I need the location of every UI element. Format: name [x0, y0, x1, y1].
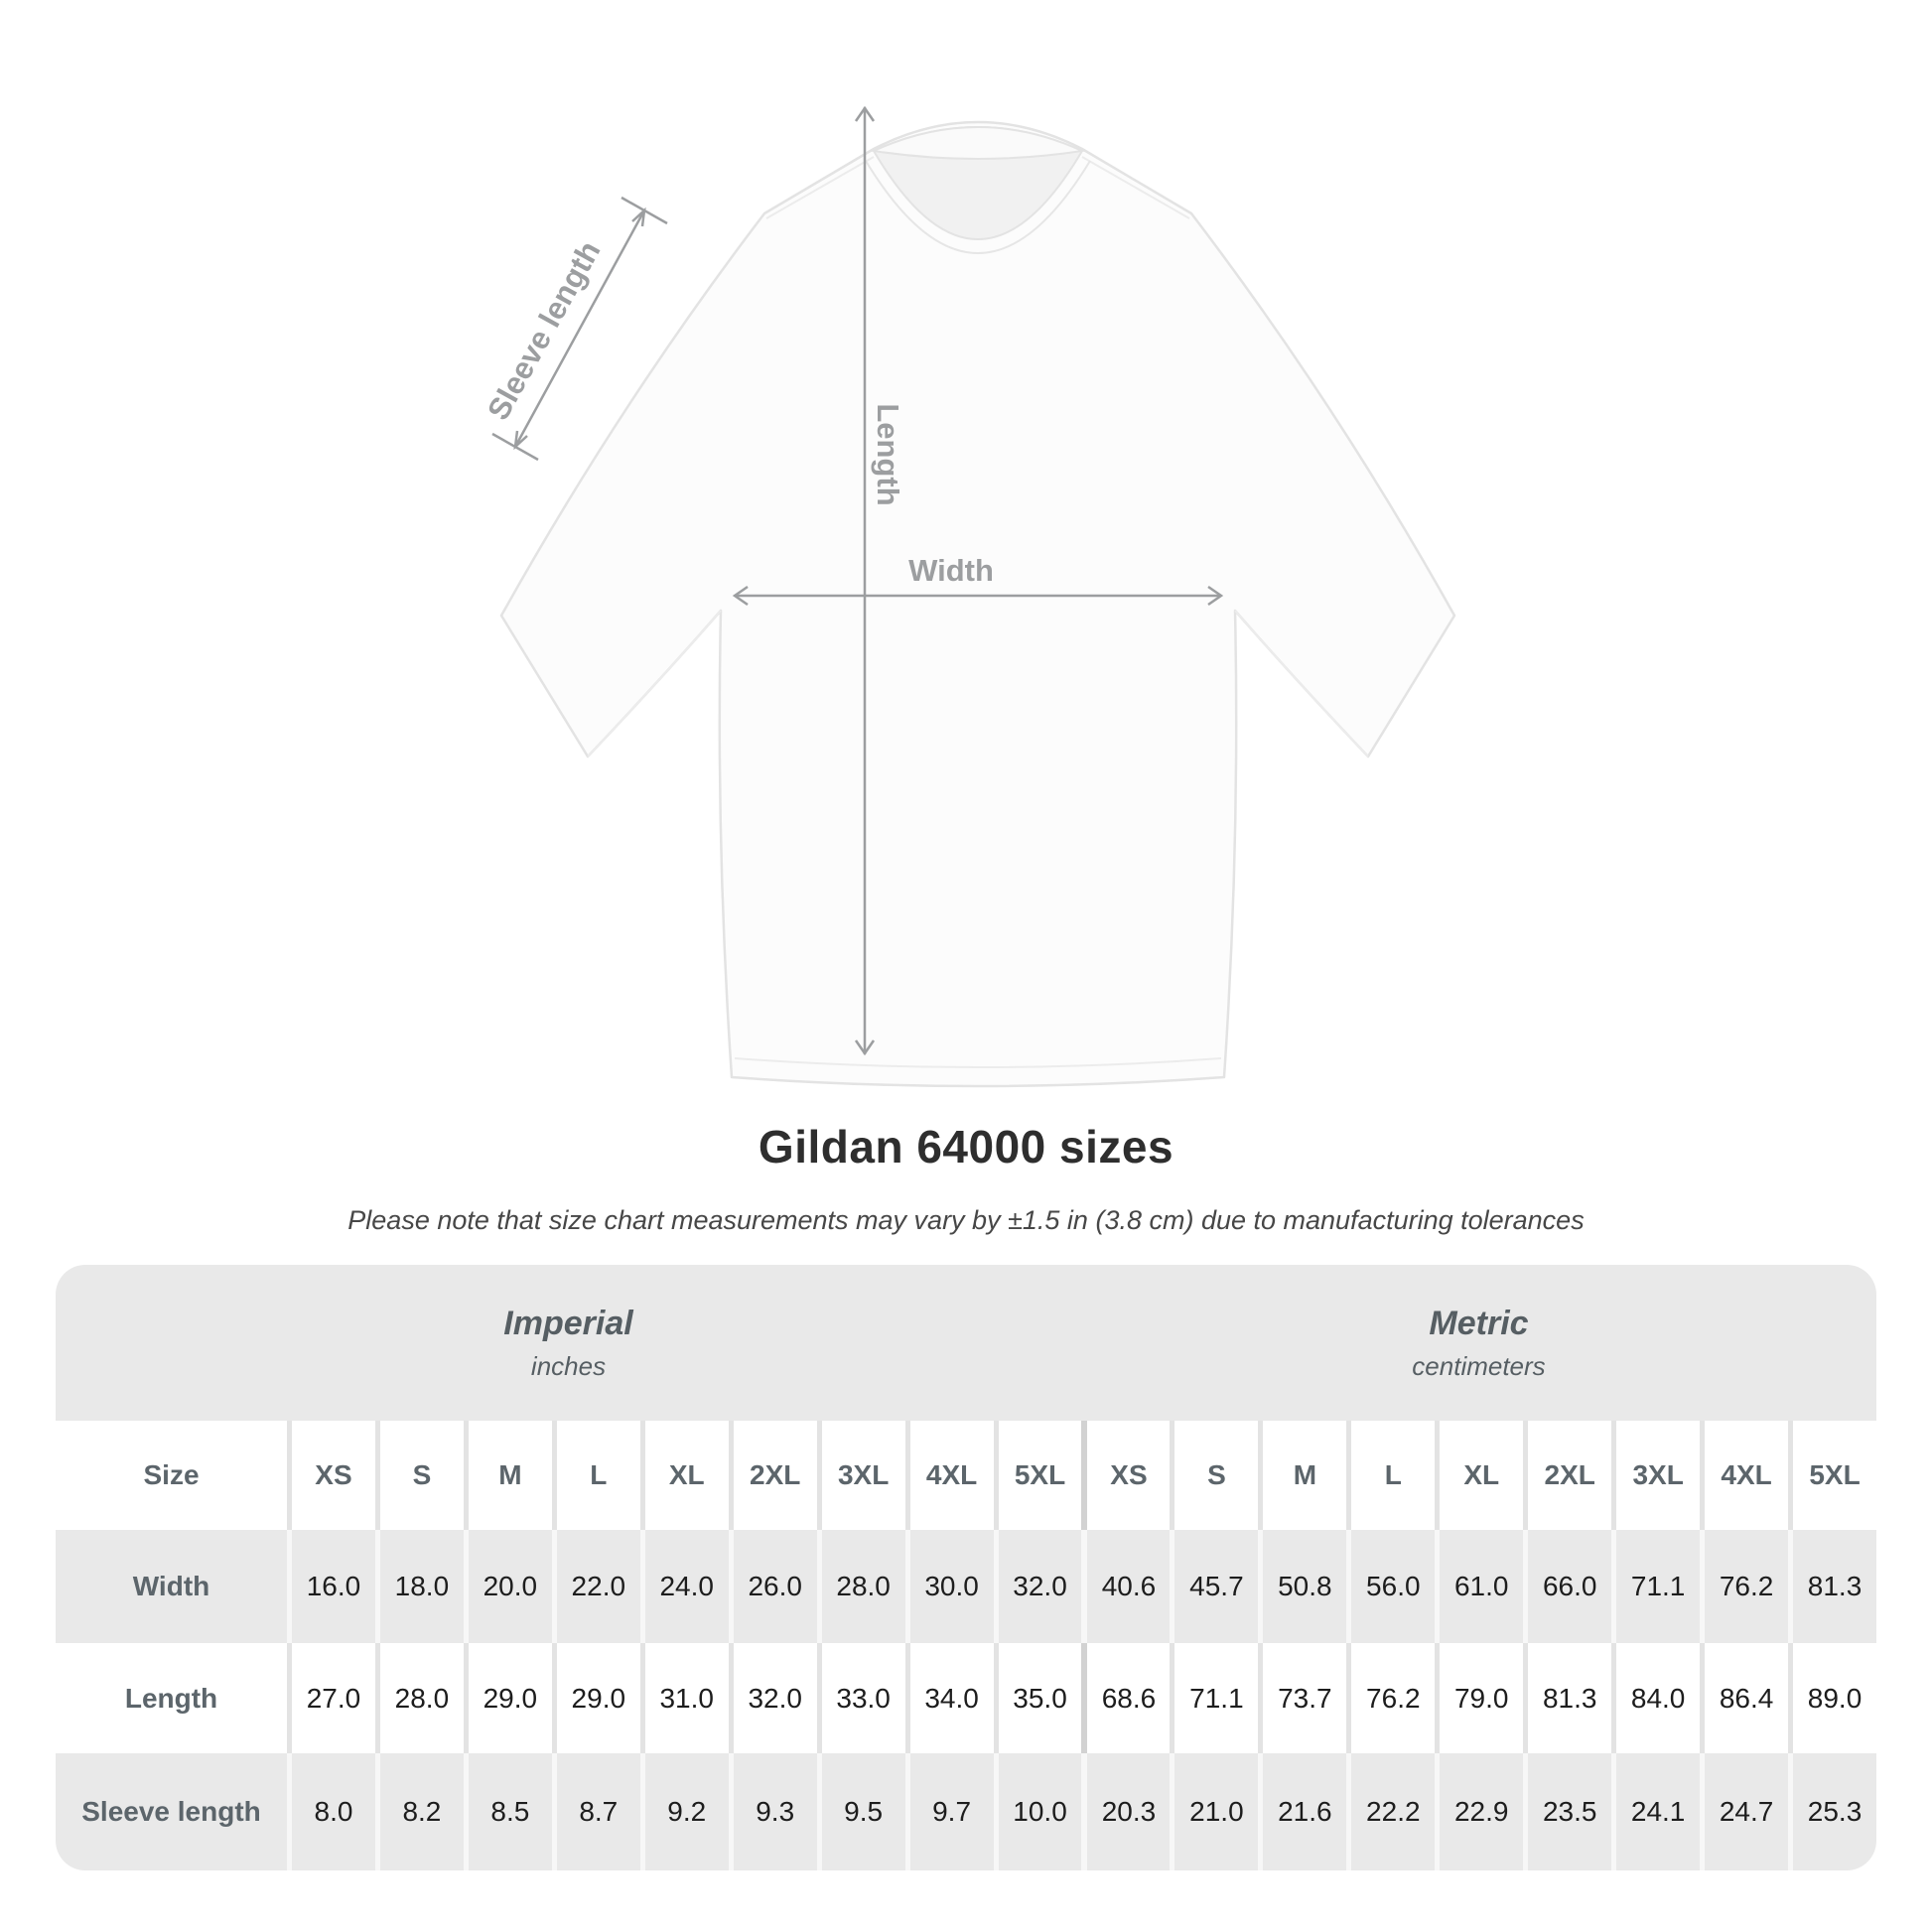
- section-metric-unit: centimeters: [1412, 1350, 1546, 1381]
- size-header-metric-m: M: [1258, 1421, 1346, 1530]
- value-cell: 40.6: [1081, 1530, 1170, 1643]
- value-cell: 84.0: [1611, 1643, 1700, 1753]
- size-header-metric-2xl: 2XL: [1523, 1421, 1611, 1530]
- row-label-length: Length: [124, 1682, 218, 1714]
- unit-sections-row: [56, 1265, 1876, 1421]
- length-label: Length: [871, 403, 905, 506]
- value-cell: 50.8: [1258, 1530, 1346, 1643]
- value-cell: 71.1: [1170, 1643, 1258, 1753]
- value-cell: 32.0: [729, 1643, 817, 1753]
- value-cell: 8.7: [552, 1753, 640, 1870]
- value-cell: 45.7: [1170, 1530, 1258, 1643]
- size-header-metric-4xl: 4XL: [1700, 1421, 1788, 1530]
- value-cell: 31.0: [640, 1643, 729, 1753]
- value-cell: 23.5: [1523, 1753, 1611, 1870]
- size-header-imperial-4xl: 4XL: [905, 1421, 994, 1530]
- value-cell: 32.0: [994, 1530, 1082, 1643]
- tolerance-note: Please note that size chart measurements may vary by ±1.5 in (3.8 cm) due to manufacturing tolerances: [347, 1205, 1585, 1235]
- row-label-sleeve-length: Sleeve length: [81, 1796, 261, 1827]
- size-col-header: Size: [143, 1459, 200, 1490]
- value-cell: 61.0: [1435, 1530, 1523, 1643]
- value-cell: 71.1: [1611, 1530, 1700, 1643]
- size-header-imperial-xl: XL: [640, 1421, 729, 1530]
- value-cell: 22.2: [1346, 1753, 1435, 1870]
- size-header-metric-s: S: [1170, 1421, 1258, 1530]
- value-cell: 76.2: [1346, 1643, 1435, 1753]
- value-cell: 56.0: [1346, 1530, 1435, 1643]
- value-cell: 22.9: [1435, 1753, 1523, 1870]
- value-cell: 24.1: [1611, 1753, 1700, 1870]
- size-header-metric-xs: XS: [1081, 1421, 1170, 1530]
- row-label-width: Width: [132, 1571, 210, 1601]
- size-header-imperial-xs: XS: [287, 1421, 375, 1530]
- value-cell: 8.2: [375, 1753, 464, 1870]
- size-header-metric-5xl: 5XL: [1788, 1421, 1876, 1530]
- value-cell: 24.0: [640, 1530, 729, 1643]
- section-metric-name: Metric: [1429, 1304, 1529, 1342]
- value-cell: 24.7: [1700, 1753, 1788, 1870]
- table-row-width: [56, 1530, 1876, 1643]
- value-cell: 29.0: [464, 1643, 552, 1753]
- value-cell: 9.3: [729, 1753, 817, 1870]
- collar-band: [874, 127, 1082, 159]
- value-cell: 26.0: [729, 1530, 817, 1643]
- value-cell: 21.0: [1170, 1753, 1258, 1870]
- width-label: Width: [908, 553, 994, 588]
- value-cell: 10.0: [994, 1753, 1082, 1870]
- value-cell: 22.0: [552, 1530, 640, 1643]
- value-cell: 81.3: [1523, 1643, 1611, 1753]
- size-header-imperial-3xl: 3XL: [817, 1421, 905, 1530]
- value-cell: 34.0: [905, 1643, 994, 1753]
- size-header-imperial-s: S: [375, 1421, 464, 1530]
- section-imperial: [56, 1265, 1081, 1421]
- sleeve-length-label: Sleeve length: [481, 235, 608, 426]
- value-cell: 20.0: [464, 1530, 552, 1643]
- value-cell: 81.3: [1788, 1530, 1876, 1643]
- value-cell: 8.0: [287, 1753, 375, 1870]
- size-header-row: [56, 1421, 1876, 1530]
- value-cell: 9.2: [640, 1753, 729, 1870]
- value-cell: 86.4: [1700, 1643, 1788, 1753]
- value-cell: 9.7: [905, 1753, 994, 1870]
- section-metric: [1081, 1265, 1876, 1421]
- value-cell: 27.0: [287, 1643, 375, 1753]
- table-row-sleeve-length: [56, 1753, 1876, 1870]
- size-header-imperial-5xl: 5XL: [994, 1421, 1082, 1530]
- table-row-length: [56, 1643, 1876, 1753]
- value-cell: 16.0: [287, 1530, 375, 1643]
- value-cell: 25.3: [1788, 1753, 1876, 1870]
- value-cell: 33.0: [817, 1643, 905, 1753]
- size-header-metric-l: L: [1346, 1421, 1435, 1530]
- value-cell: 79.0: [1435, 1643, 1523, 1753]
- size-header-imperial-m: M: [464, 1421, 552, 1530]
- section-imperial-name: Imperial: [503, 1304, 633, 1342]
- page-title: Gildan 64000 sizes: [758, 1121, 1174, 1173]
- size-table: [56, 1265, 1876, 1870]
- size-header-imperial-l: L: [552, 1421, 640, 1530]
- value-cell: 76.2: [1700, 1530, 1788, 1643]
- size-header-metric-xl: XL: [1435, 1421, 1523, 1530]
- value-cell: 21.6: [1258, 1753, 1346, 1870]
- value-cell: 68.6: [1081, 1643, 1170, 1753]
- value-cell: 18.0: [375, 1530, 464, 1643]
- value-cell: 89.0: [1788, 1643, 1876, 1753]
- value-cell: 73.7: [1258, 1643, 1346, 1753]
- size-header-imperial-2xl: 2XL: [729, 1421, 817, 1530]
- value-cell: 28.0: [817, 1530, 905, 1643]
- value-cell: 9.5: [817, 1753, 905, 1870]
- tshirt-outline: [501, 122, 1454, 1086]
- value-cell: 8.5: [464, 1753, 552, 1870]
- value-cell: 30.0: [905, 1530, 994, 1643]
- value-cell: 66.0: [1523, 1530, 1611, 1643]
- size-header-metric-3xl: 3XL: [1611, 1421, 1700, 1530]
- value-cell: 35.0: [994, 1643, 1082, 1753]
- value-cell: 28.0: [375, 1643, 464, 1753]
- section-imperial-unit: inches: [530, 1350, 607, 1381]
- value-cell: 29.0: [552, 1643, 640, 1753]
- value-cell: 20.3: [1081, 1753, 1170, 1870]
